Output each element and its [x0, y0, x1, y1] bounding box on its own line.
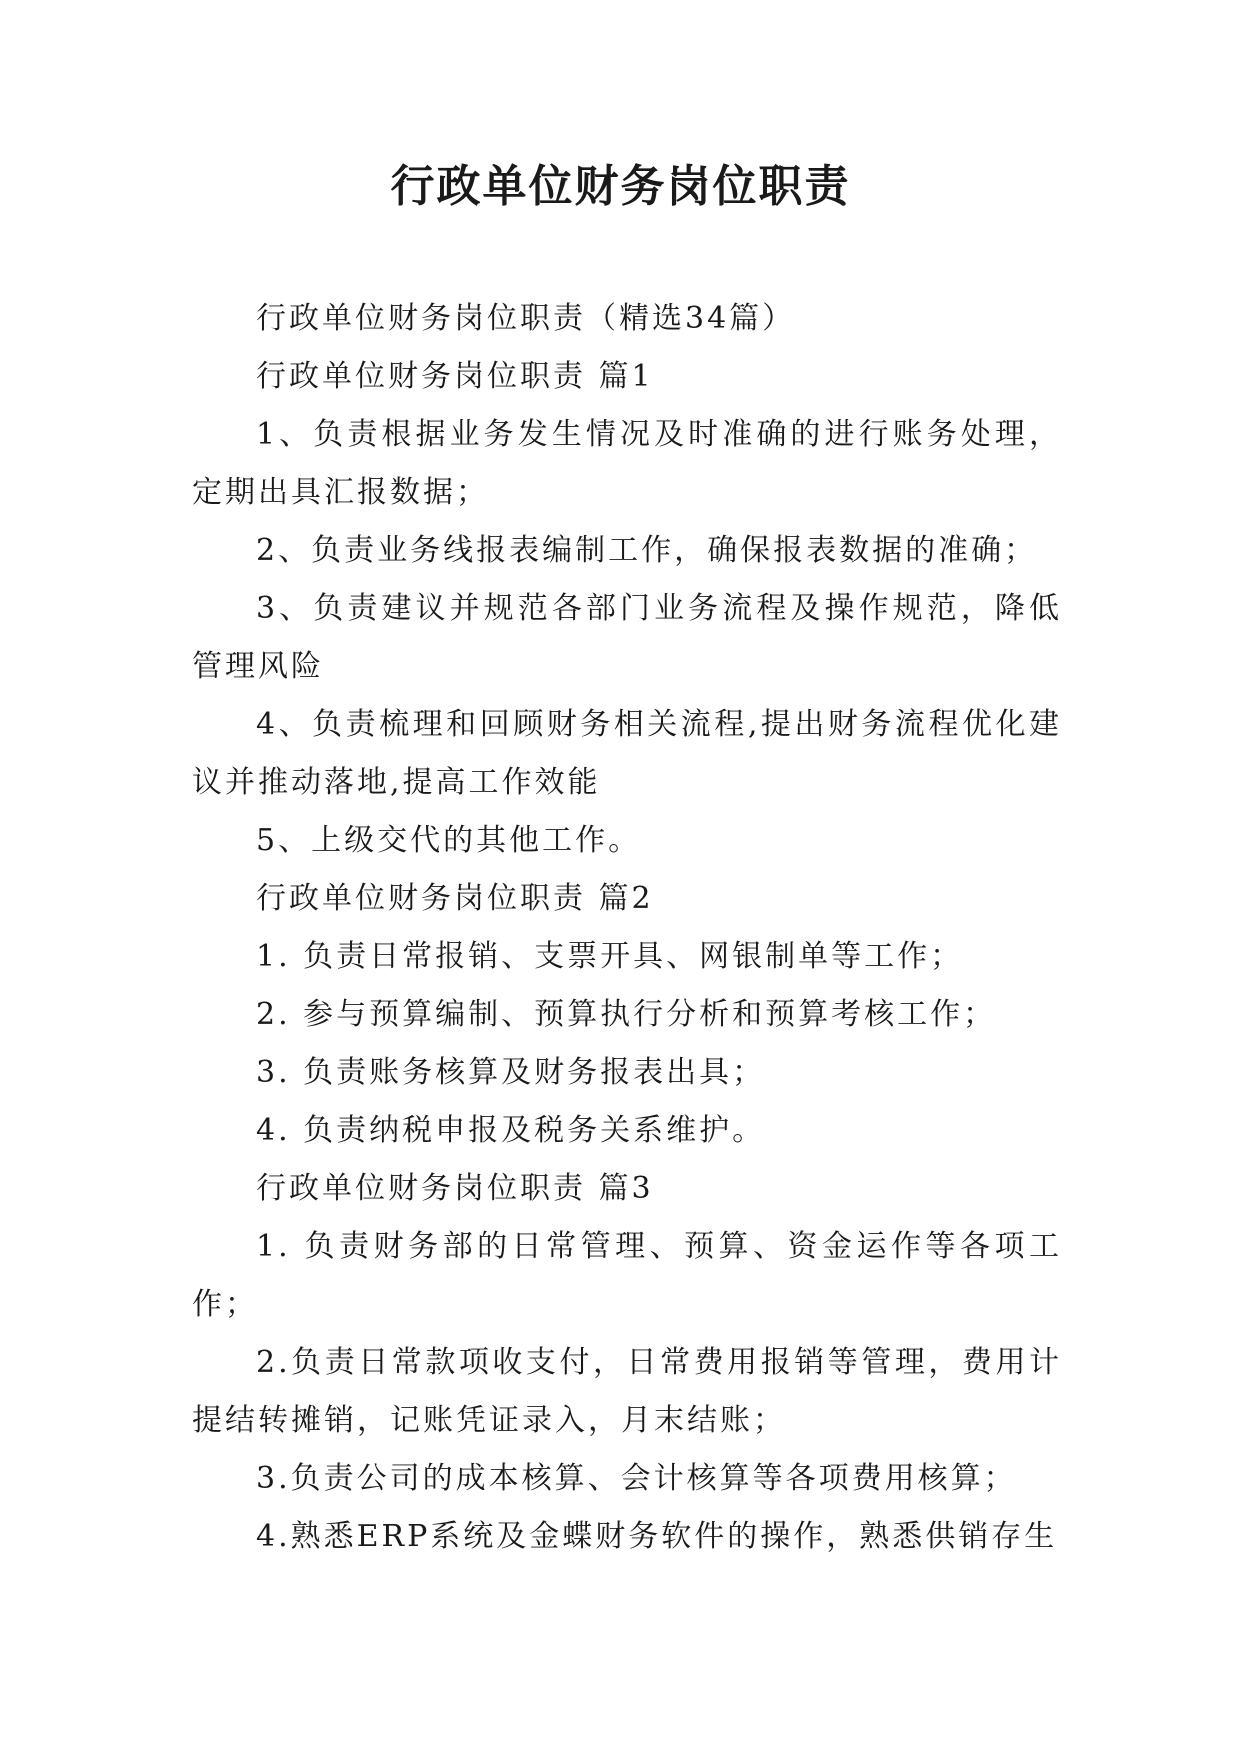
- list-item: 1. 负责财务部的日常管理、预算、资金运作等各项工作；: [192, 1229, 1062, 1322]
- document-body: [192, 290, 1062, 1566]
- list-item: 4. 负责纳税申报及税务关系维护。: [256, 1113, 766, 1148]
- section-heading-1: 行政单位财务岗位职责 篇1: [256, 359, 654, 394]
- list-item: 3. 负责账务核算及财务报表出具；: [256, 1055, 766, 1090]
- list-item: 2、负责业务线报表编制工作，确保报表数据的准确；: [256, 533, 1038, 568]
- document-title: 行政单位财务岗位职责: [390, 161, 851, 212]
- list-item: 4、负责梳理和回顾财务相关流程,提出财务流程优化建议并推动落地,提高工作效能: [192, 707, 1062, 800]
- list-item: 2. 参与预算编制、预算执行分析和预算考核工作；: [256, 997, 997, 1032]
- section-heading-3: 行政单位财务岗位职责 篇3: [256, 1171, 654, 1206]
- list-item: 2.负责日常款项收支付，日常费用报销等管理，费用计提结转摊销，记账凭证录入，月末结账；: [192, 1345, 1062, 1438]
- list-item: 1. 负责日常报销、支票开具、网银制单等工作；: [256, 939, 964, 974]
- list-item: 1、负责根据业务发生情况及时准确的进行账务处理，定期出具汇报数据；: [192, 417, 1062, 510]
- section-heading-2: 行政单位财务岗位职责 篇2: [256, 881, 654, 916]
- paragraph-intro: 行政单位财务岗位职责（精选34篇）: [256, 301, 796, 336]
- list-item: 3.负责公司的成本核算、会计核算等各项费用核算；: [256, 1461, 1017, 1496]
- list-item: 5、上级交代的其他工作。: [256, 823, 642, 858]
- list-item: 4.熟悉ERP系统及金蝶财务软件的操作，熟悉供销存生: [256, 1519, 1058, 1554]
- list-item: 3、负责建议并规范各部门业务流程及操作规范，降低管理风险: [192, 591, 1062, 684]
